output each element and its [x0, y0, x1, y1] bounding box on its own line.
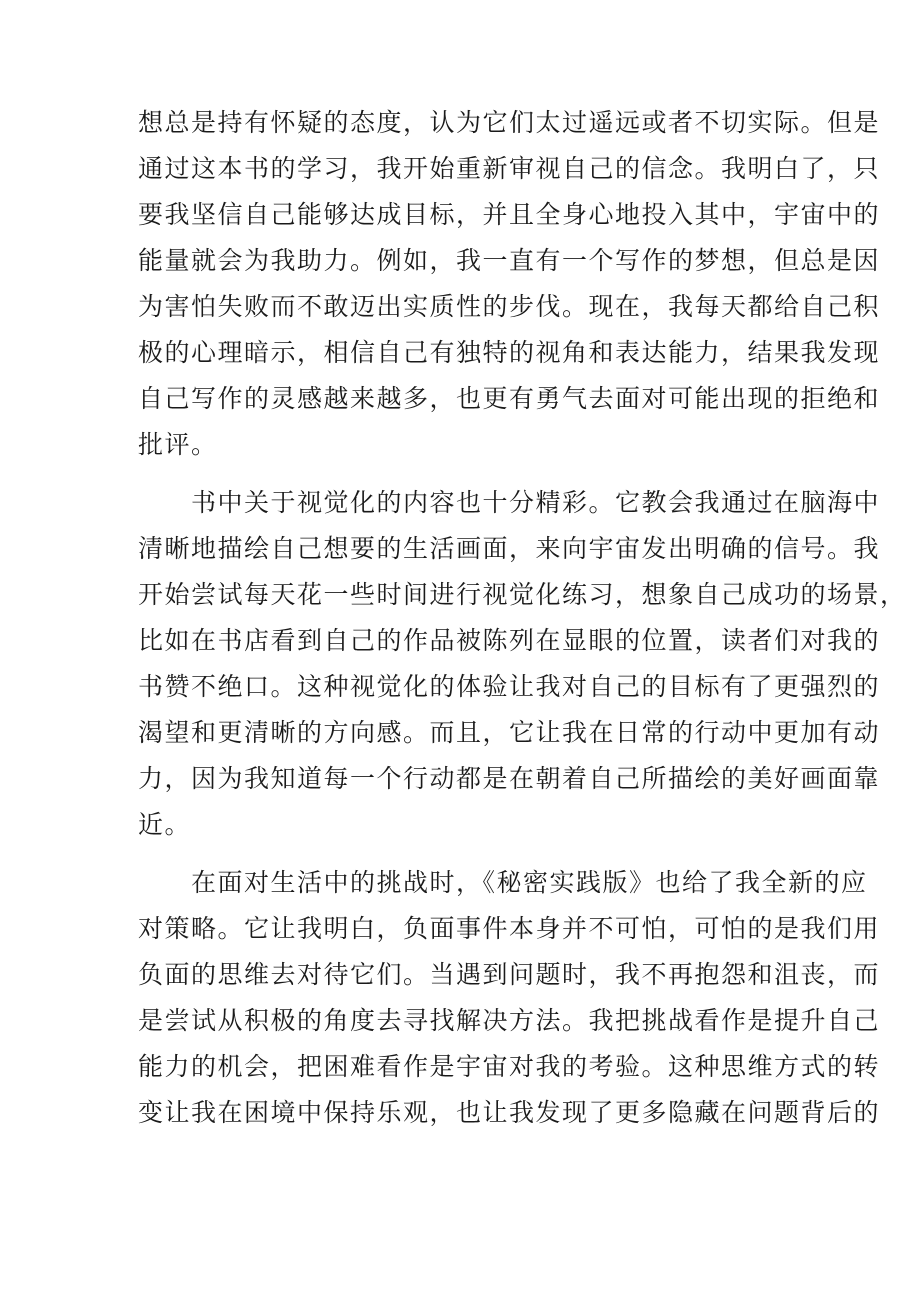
text-line: 为害怕失败而不敢迈出实质性的步伐。现在，我每天都给自己积: [138, 292, 881, 321]
paragraph: [138, 860, 881, 1136]
text-line: 开始尝试每天花一些时间进行视觉化练习，想象自己成功的场景，: [138, 580, 907, 609]
text-line: 负面的思维去对待它们。当遇到问题时，我不再抱怨和沮丧，而: [138, 960, 881, 989]
text-line: 在面对生活中的挑战时，《秘密实践版》也给了我全新的应: [138, 868, 868, 897]
paragraph: [138, 100, 881, 468]
text-line: 自己写作的灵感越来越多，也更有勇气去面对可能出现的拒绝和: [138, 384, 881, 413]
text-line: 想总是持有怀疑的态度，认为它们太过遥远或者不切实际。但是: [138, 108, 881, 137]
text-line: 渴望和更清晰的方向感。而且，它让我在日常的行动中更加有动: [138, 718, 881, 747]
paragraph-spacer: [138, 848, 798, 860]
text-line: 力，因为我知道每一个行动都是在朝着自己所描绘的美好画面靠: [138, 764, 881, 793]
paragraph-spacer: [138, 468, 798, 480]
paragraph: [138, 480, 907, 848]
text-line: 比如在书店看到自己的作品被陈列在显眼的位置，读者们对我的: [138, 626, 881, 655]
text-line: 书中关于视觉化的内容也十分精彩。它教会我通过在脑海中: [138, 488, 881, 517]
text-line: 是尝试从积极的角度去寻找解决方法。我把挑战看作是提升自己: [138, 1006, 881, 1035]
text-line: 批评。: [138, 430, 218, 459]
text-line: 要我坚信自己能够达成目标，并且全身心地投入其中，宇宙中的: [138, 200, 881, 229]
text-line: 通过这本书的学习，我开始重新审视自己的信念。我明白了，只: [138, 154, 881, 183]
text-line: 极的心理暗示，相信自己有独特的视角和表达能力，结果我发现: [138, 338, 881, 367]
text-line: 对策略。它让我明白，负面事件本身并不可怕，可怕的是我们用: [138, 914, 881, 943]
text-line: 书赞不绝口。这种视觉化的体验让我对自己的目标有了更强烈的: [138, 672, 881, 701]
text-line: 变让我在困境中保持乐观，也让我发现了更多隐藏在问题背后的: [138, 1098, 881, 1127]
text-line: 清晰地描绘自己想要的生活画面，来向宇宙发出明确的信号。我: [138, 534, 881, 563]
text-line: 能量就会为我助力。例如，我一直有一个写作的梦想，但总是因: [138, 246, 881, 275]
text-line: 近。: [138, 810, 192, 839]
text-line: 能力的机会，把困难看作是宇宙对我的考验。这种思维方式的转: [138, 1052, 881, 1081]
document-body: [138, 100, 907, 1136]
